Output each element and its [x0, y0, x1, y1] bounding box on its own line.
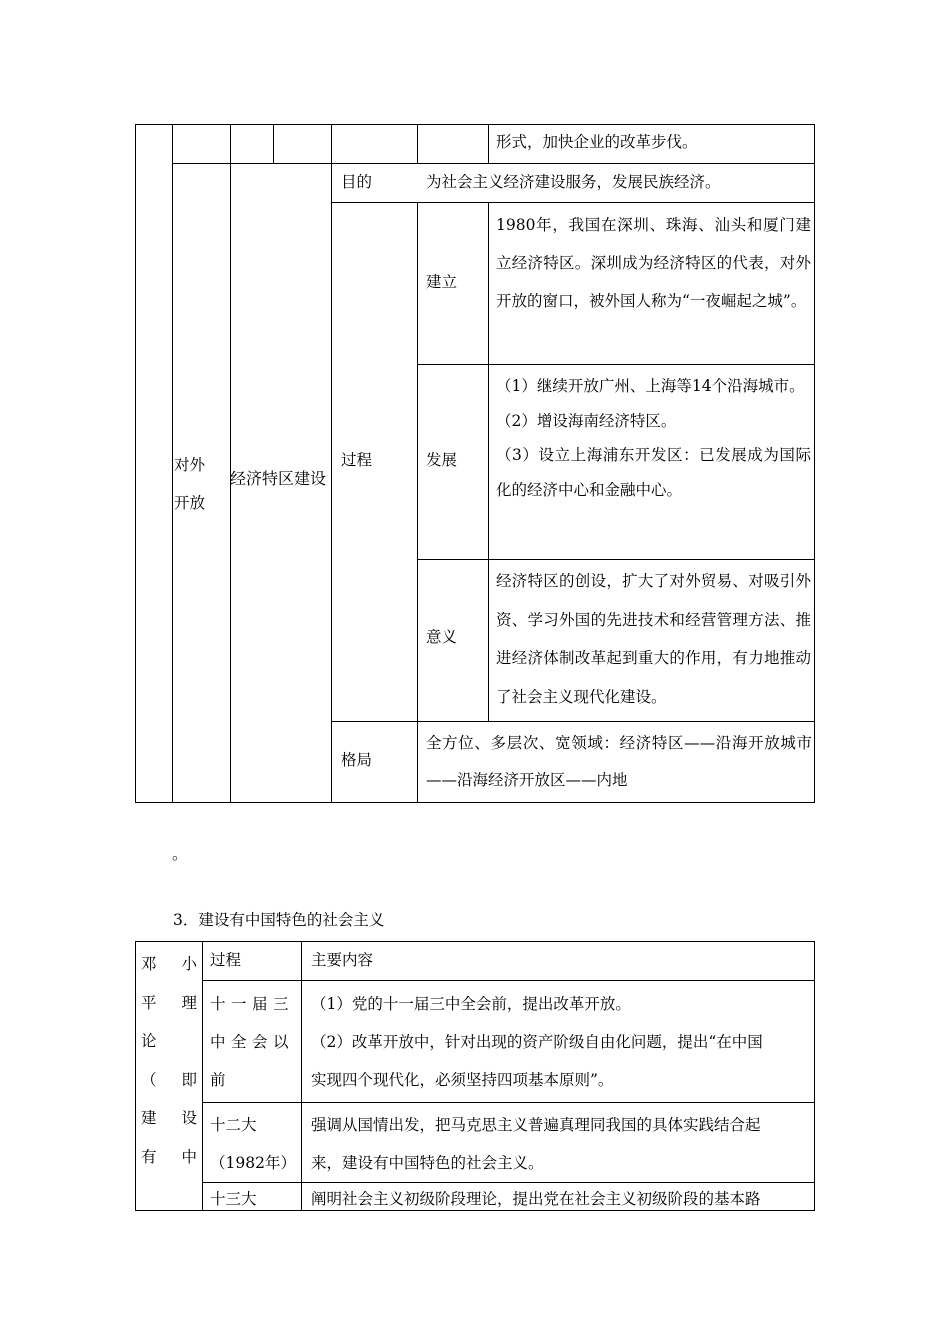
establish-text: 1980年，我国在深圳、珠海、汕头和厦门建立经济特区。深圳成为经济特区的代表，对外开放的窗口，被外国人称为“一夜崛起之城”。	[496, 216, 811, 310]
deng-theory-label	[141, 945, 197, 1176]
stray-period: 。	[172, 845, 188, 863]
develop-label: 发展	[426, 451, 458, 469]
process-line: 中全会以	[210, 1033, 295, 1051]
purpose-label: 目的	[341, 173, 373, 191]
label-char: 有	[141, 1147, 157, 1166]
significance-label: 意义	[426, 628, 458, 646]
opening-up-label-text: 对外 开放	[174, 456, 206, 512]
label-char: 邓	[141, 955, 157, 973]
process-line: 十二大	[210, 1116, 257, 1134]
row3-content: 阐明社会主义初级阶段理论，提出党在社会主义初级阶段的基本路	[311, 1190, 761, 1208]
develop-item: （1）继续开放广州、上海等14个沿海城市。	[496, 377, 805, 395]
significance-text: 经济特区的创设，扩大了对外贸易、对吸引外资、学习外国的先进技术和经营管理方法、推进经济体制改革起到重大的作用，有力地推动了社会主义现代化建设。	[496, 572, 811, 706]
label-line	[141, 1099, 197, 1138]
label-char: 即	[181, 1070, 197, 1089]
row3-process: 十三大	[210, 1190, 257, 1208]
header-content: 主要内容	[311, 951, 374, 969]
develop-item: （3）设立上海浦东开发区：已发展成为国际化的经济中心和金融中心。	[496, 446, 811, 499]
pattern-label: 格局	[341, 751, 373, 769]
develop-item: （2）增设海南经济特区。	[496, 411, 677, 430]
label-char: （	[141, 1070, 157, 1089]
row1-process	[210, 985, 296, 1099]
process-line: （1982年）	[210, 1154, 296, 1172]
establish-label: 建立	[426, 273, 458, 291]
purpose-text: 为社会主义经济建设服务，发展民族经济。	[426, 173, 721, 191]
opening-up-label	[174, 446, 224, 522]
label-char: 平	[141, 993, 157, 1012]
label-char: 理	[181, 993, 197, 1012]
label-line	[141, 1138, 197, 1177]
section-label: 经济特区建设	[230, 469, 327, 488]
content-line: 强调从国情出发，把马克思主义普遍真理同我国的具体实践结合起	[311, 1116, 761, 1134]
process-label: 过程	[341, 451, 373, 469]
content-line: （1）党的十一届三中全会前，提出改革开放。	[311, 995, 631, 1013]
section3-heading: 3．建设有中国特色的社会主义	[173, 911, 385, 929]
label-line	[141, 984, 197, 1023]
label-char: 中	[181, 1147, 197, 1166]
label-char: 建	[141, 1109, 157, 1127]
row2-process	[210, 1106, 300, 1182]
label-char: 论	[141, 1032, 157, 1050]
header-process: 过程	[210, 951, 242, 969]
label-char: 设	[181, 1109, 197, 1127]
top-row-text: 形式，加快企业的改革步伐。	[496, 133, 698, 151]
row2-content	[311, 1106, 811, 1182]
label-char: 小	[181, 955, 197, 973]
label-line	[141, 1022, 197, 1061]
pattern-text: 全方位、多层次、宽领域：经济特区——沿海开放城市——沿海经济开放区——内地	[426, 734, 812, 789]
label-line	[141, 945, 197, 984]
develop-items	[496, 369, 811, 507]
row1-content	[311, 985, 811, 1099]
content-line: 来，建设有中国特色的社会主义。	[311, 1154, 544, 1172]
content-line: （2）改革开放中，针对出现的资产阶级自由化问题，提出“在中国	[311, 1033, 763, 1051]
label-line	[141, 1061, 197, 1100]
content-line: 实现四个现代化，必须坚持四项基本原则”。	[311, 1071, 614, 1089]
process-line: 十一届三	[210, 995, 295, 1013]
process-line: 前	[210, 1071, 226, 1089]
